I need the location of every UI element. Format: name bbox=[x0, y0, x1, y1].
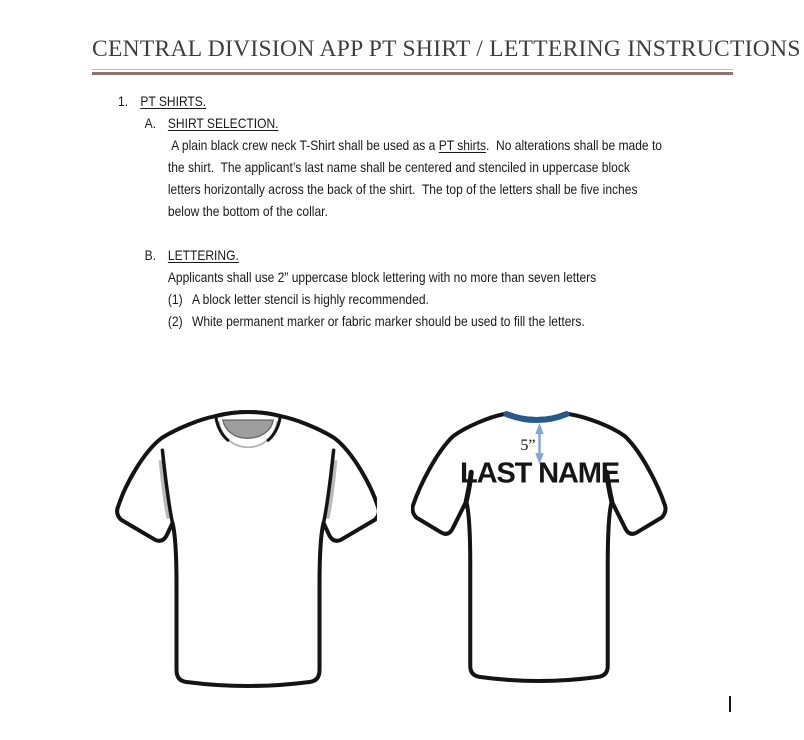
title-underline bbox=[92, 69, 733, 75]
list-item-b bbox=[145, 244, 738, 266]
document-body bbox=[118, 90, 737, 332]
lettering-paragraph bbox=[168, 266, 737, 332]
shirt-selection-paragraph bbox=[168, 134, 737, 222]
list-item-1 bbox=[118, 90, 737, 112]
sub-item-number: (1) bbox=[167, 291, 183, 307]
front-shirt-body bbox=[117, 412, 377, 686]
paragraph-line bbox=[168, 134, 737, 156]
paragraph-line: letters horizontally across the back of the shirt. The top of the letters shall be five inches bbox=[167, 181, 638, 197]
title-block bbox=[92, 34, 801, 75]
list-letter: B. bbox=[144, 247, 157, 263]
pt-shirts-underlined-text: PT shirts bbox=[438, 137, 486, 153]
back-tshirt-illustration bbox=[411, 408, 668, 689]
paragraph-line: the shirt. The applicant’s last name shall be centered and stenciled in uppercase block bbox=[167, 159, 630, 175]
measurement-label: 5” bbox=[520, 437, 536, 455]
sub-item-text: White permanent marker or fabric marker should be used to fill the letters. bbox=[191, 313, 585, 329]
back-collar-blue-band bbox=[506, 414, 566, 420]
heading-shirt-selection: SHIRT SELECTION. bbox=[167, 115, 279, 131]
title-underline-thin bbox=[92, 69, 733, 70]
page-title: CENTRAL DIVISION APP PT SHIRT / LETTERING INSTRUCTIONS bbox=[92, 36, 801, 62]
lettering-sub-item-1 bbox=[168, 288, 737, 310]
list-item-a bbox=[145, 112, 738, 134]
sub-item-text: A block letter stencil is highly recommended. bbox=[191, 291, 429, 307]
list-letter: A. bbox=[144, 115, 157, 131]
paragraph-text: . No alterations shall be made to bbox=[485, 137, 663, 153]
title-underline-thick bbox=[92, 72, 733, 75]
list-number: 1. bbox=[118, 93, 129, 109]
lastname-text: LAST NAME bbox=[460, 457, 619, 490]
heading-lettering: LETTERING. bbox=[167, 247, 239, 263]
lettering-intro-line: Applicants shall use 2” uppercase block lettering with no more than seven letters bbox=[167, 269, 597, 285]
heading-pt-shirts: PT SHIRTS. bbox=[140, 93, 207, 109]
front-tshirt-illustration bbox=[115, 408, 377, 690]
sub-item-number: (2) bbox=[167, 313, 183, 329]
paragraph-text: A plain black crew neck T-Shirt shall be used as a bbox=[167, 137, 439, 153]
lettering-sub-item-2 bbox=[168, 310, 737, 332]
text-cursor bbox=[729, 696, 731, 712]
paragraph-line: below the bottom of the collar. bbox=[167, 203, 328, 219]
